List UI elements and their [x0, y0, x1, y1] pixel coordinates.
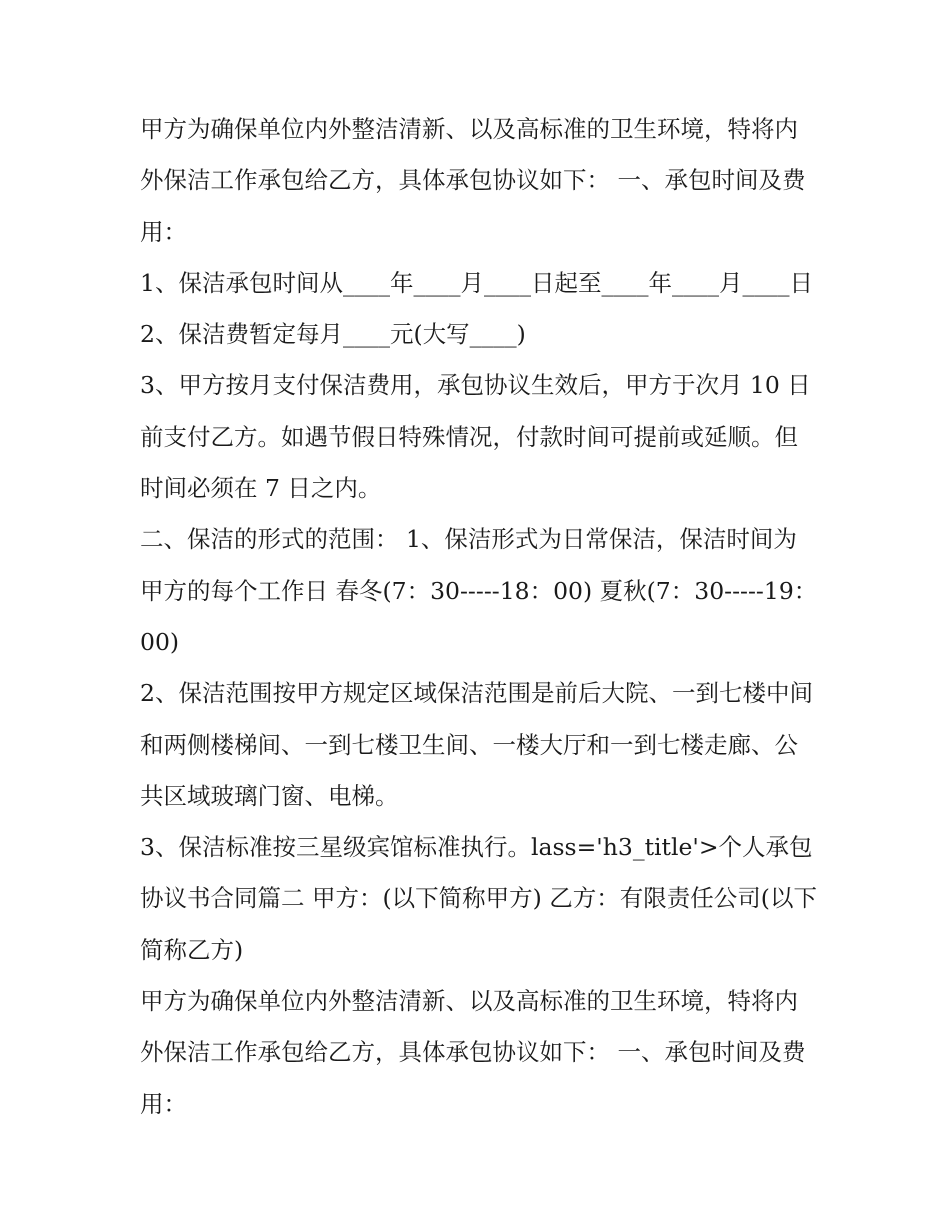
paragraph-standard: 3、保洁标准按三星级宾馆标准执行。lass='h3_title'>个人承包协议书合同篇二 甲方：(以下简称甲方) 乙方：有限责任公司(以下简称乙方) [140, 833, 817, 964]
paragraph-scope-area: 2、保洁范围按甲方规定区域保洁范围是前后大院、一到七楼中间和两侧楼梯间、一到七楼卫生间、一楼大厅和一到七楼走廊、公共区域玻璃门窗、电梯。 [140, 679, 813, 810]
paragraph-intro: 甲方为确保单位内外整洁清新、以及高标准的卫生环境，特将内外保洁工作承包给乙方，具体承包协议如下： 一、承包时间及费用： [140, 115, 806, 246]
paragraph-scope-form: 二、保洁的形式的范围： 1、保洁形式为日常保洁，保洁时间为甲方的每个工作日 春冬(7：30-----18：00) 夏秋(7：30-----19：00) [140, 525, 818, 656]
paragraph-intro-repeat: 甲方为确保单位内外整洁清新、以及高标准的卫生环境，特将内外保洁工作承包给乙方，具体承包协议如下： 一、承包时间及费用： [140, 987, 806, 1118]
document-body [140, 104, 820, 1130]
paragraph-payment: 3、甲方按月支付保洁费用，承包协议生效后，甲方于次月 10 日前支付乙方。如遇节假日特殊情况，付款时间可提前或延顺。但时间必须在 7 日之内。 [140, 371, 811, 503]
paragraph-term: 1、保洁承包时间从____年____月____日起至____年____月____日 2、保洁费暂定每月____元(大写____) [140, 268, 821, 349]
